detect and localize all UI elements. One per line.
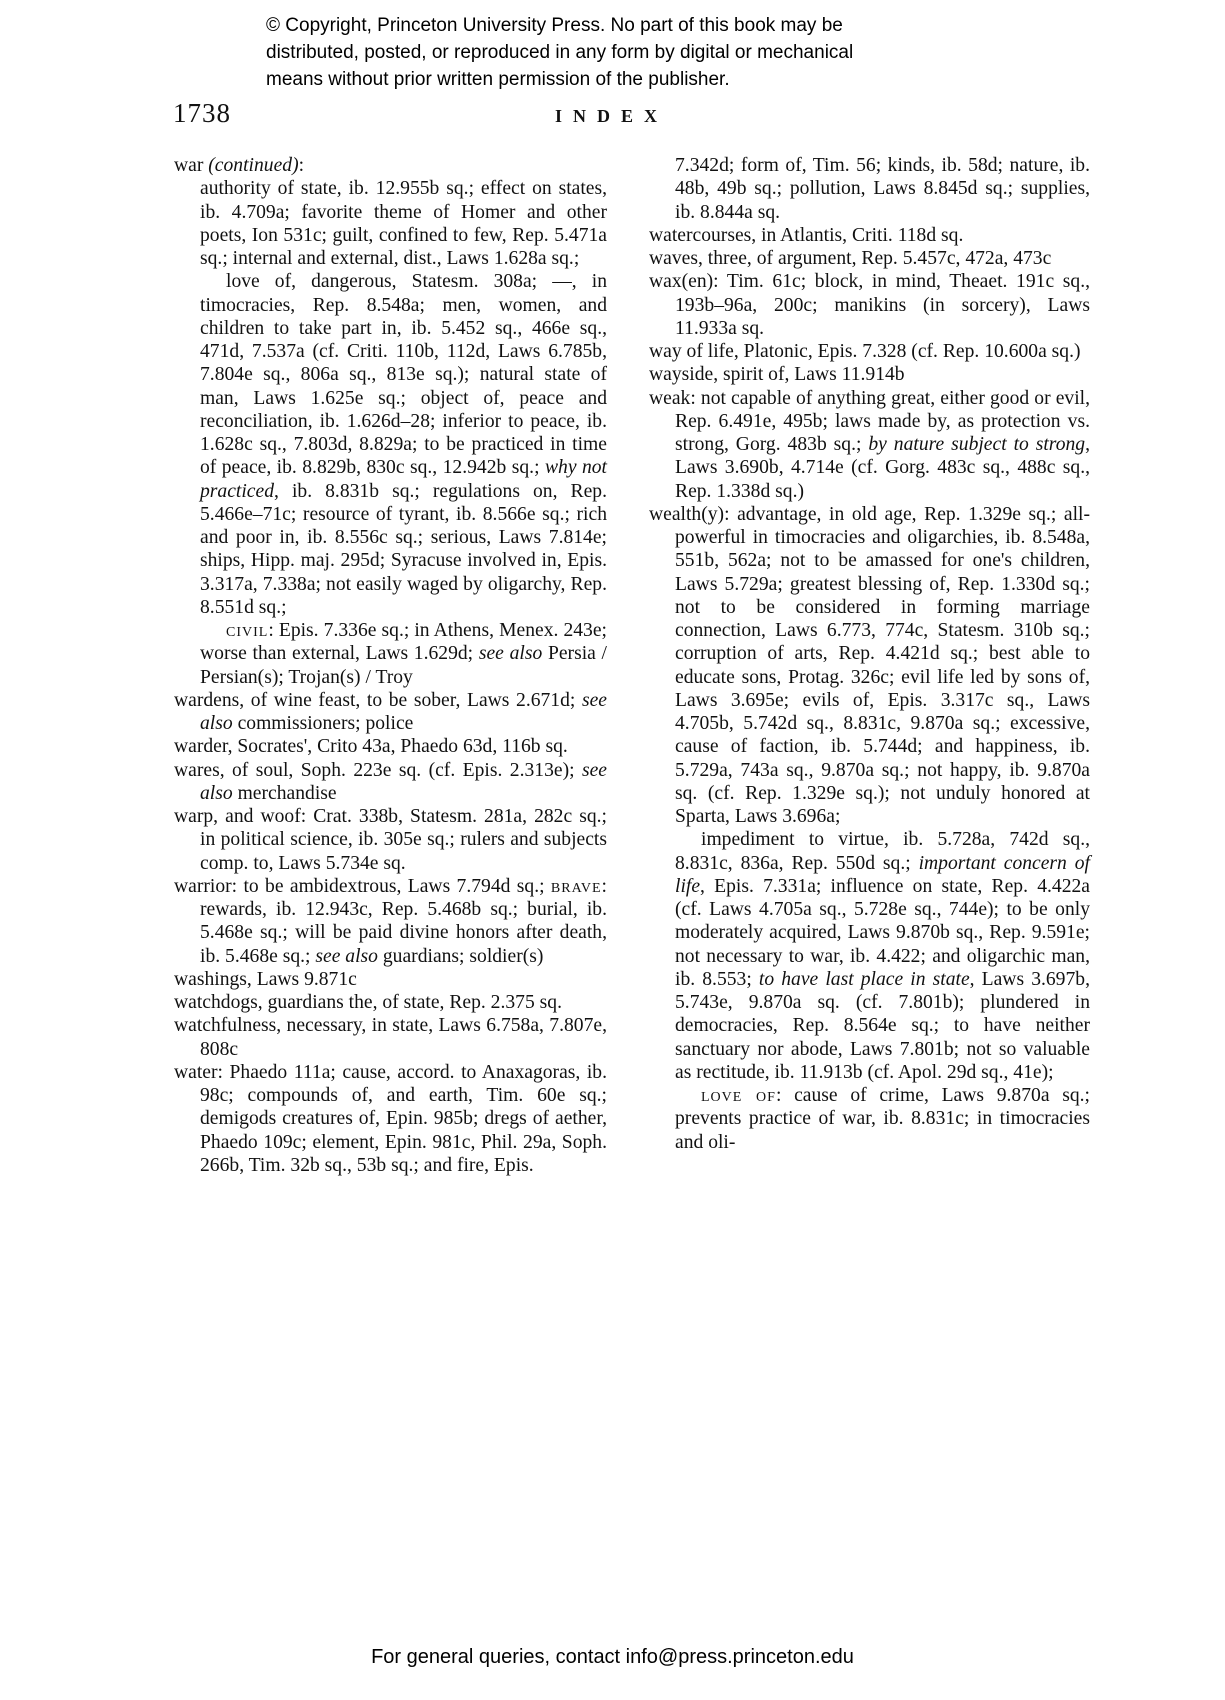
index-entry-wax: wax(en): Tim. 61c; block, in mind, Theaet. 191c sq., 193b–96a, 200c; manikins (in sorcery), Laws 11.933a sq. [649,271,1090,339]
entry-text: : rewards, ib. 12.943c, Rep. 5.468b sq.; burial, ib. 5.468e sq.; will be paid divine honors after death, ib. 5.468e sq.; [200,875,607,967]
index-entry-war-body-2 [174,270,607,619]
index-column-left [174,154,607,1177]
copyright-line-2: distributed, posted, or reproduced in any form by digital or mechanical [266,42,854,63]
continued-note: (continued) [208,155,299,176]
copyright-line-3: means without prior written permission of the publisher. [266,69,730,90]
index-entry-way-of-life: way of life, Platonic, Epis. 7.328 (cf. Rep. 10.600a sq.) [649,341,1081,362]
index-entry-wealth-body-2 [649,828,1090,1084]
entry-text: weak: not capable of anything great, either good or evil, Rep. 6.491e, 495b; laws made by, as protection vs. strong, Gorg. 483b sq.; [649,387,1090,455]
page-number: 1738 [173,98,231,128]
entry-text: commissioners; police [232,713,414,734]
entry-text: , Laws 3.690b, 4.714e (cf. Gorg. 483c sq., 488c sq., Rep. 1.338d sq.) [675,434,1091,502]
entry-text: , Epis. 7.331a; influence on state, Rep. 4.422a (cf. Laws 4.705a sq., 5.728e sq., 744e); to be only moderately acquired, Laws 9.870b sq., Rep. 9.591e; not necessary to war, ib. 4.422; and oligarchic man, ib. 8.553; [675,875,1090,990]
entry-text: merchandise [232,782,337,804]
index-entry-war-body-1: authority of state, ib. 12.955b sq.; effect on states, ib. 4.709a; favorite theme of Homer and other poets, Ion 531c; guilt, confined to few, Rep. 5.471a sq.; internal and external, dist., Laws 1.628a sq.; [200,178,607,269]
index-entry-warrior [174,875,607,968]
entry-text: warrior: to be ambidextrous, Laws 7.794d sq.; [174,875,545,897]
index-entry-weak [649,387,1090,503]
entry-text: guardians; soldier(s) [377,945,544,967]
entry-text: , ib. 8.831b sq.; regulations on, Rep. 5.466e–71c; resource of tyrant, ib. 8.566e sq.; rich and poor in, ib. 8.556c sq.; serious, Laws 7.814e; ships, Hipp. maj. 295d; Syracuse involved in, Epis. 3.317a, 7.338a; not easily waged by oligarchy, Rep. 8.551d sq.; [200,480,607,618]
index-entry-water-continued: 7.342d; form of, Tim. 56; kinds, ib. 58d; nature, ib. 48b, 49b sq.; pollution, Laws 8.845d sq.; supplies, ib. 8.844a sq. [675,155,1090,223]
see-also: see also [315,945,378,967]
index-entry-warder: warder, Socrates', Crito 43a, Phaedo 63d, 116b sq. [174,736,568,758]
entry-text: wares, of soul, Soph. 223e sq. (cf. Epis. 2.313e); [174,759,575,781]
entry-colon: : [298,155,305,176]
subentry-label-civil: civil [226,620,269,641]
see-also: see also [200,759,607,804]
index-entry-waves: waves, three, of argument, Rep. 5.457c, 472a, 473c [649,248,1052,269]
index-entry-watchfulness: watchfulness, necessary, in state, Laws 6.758a, 7.807e, 808c [174,1015,607,1060]
subentry-label-love-of: love of [701,1085,776,1106]
index-entry-wayside: wayside, spirit of, Laws 11.914b [649,364,905,386]
entry-text: : cause of crime, Laws 9.870a sq.; prevents practice of war, ib. 8.831c; in timocracies and oli- [675,1085,1090,1153]
footer-contact: For general queries, contact info@press.princeton.edu [371,1646,854,1668]
entry-text-italic: why not practiced [200,457,608,502]
entry-text: Persia / Persian(s); Trojan(s) / Troy [200,643,607,688]
entry-text: : Epis. 7.336e sq.; in Athens, Menex. 243e; worse than external, Laws 1.629d; [200,620,607,665]
entry-text-italic: important concern of life [675,852,1090,897]
index-entry-war [174,154,607,177]
index-column-right [649,154,1090,1154]
index-entry-water: water: Phaedo 111a; cause, accord. to Anaxagoras, ib. 98c; compounds of, and earth, Tim. 60e sq.; demigods creatures of, Epin. 985b; dregs of aether, Phaedo 109c; element, Epin. 981c, Phil. 29a, Soph. 266b, Tim. 32b sq., 53b sq.; and fire, Epis. [174,1061,607,1176]
entry-text: wardens, of wine feast, to be sober, Laws 2.671d; [174,689,576,711]
entry-text-italic: to have last place in state [758,968,970,990]
index-entry-wealth: wealth(y): advantage, in old age, Rep. 1.329e sq.; all-powerful in timocracies and oligarchies, ib. 8.548a, 551b, 562a; not to be amassed for one's children, Laws 5.729a; greatest blessing of, Rep. 1.330d sq.; not to be considered in forming marriage connection, Laws 6.773, 774c, Statesm. 310b sq.; corruption of arts, Rep. 4.421d sq.; best able to educate sons, Protag. 326c; evil life led by sons of, Laws 3.695e; evils of, Epis. 3.317c sq., Laws 4.705b, 5.742d sq., 8.831c, 9.870a sq.; excessive, cause of faction, ib. 5.744d; and happiness, ib. 5.729a, 743a sq., 9.870a sq.; not happy, ib. 9.870a sq. (cf. Rep. 1.329e sq.); not unduly honored at Sparta, Laws 3.696a; [649,503,1090,827]
index-subentry-love-of [649,1084,1090,1154]
index-subentry-civil [174,619,607,689]
entry-text: impediment to virtue, ib. 5.728a, 742d sq., 8.831c, 836a, Rep. 550d sq.; [675,829,1090,874]
running-head: INDEX [555,106,669,126]
see-also: see also [200,689,607,734]
index-entry-watercourses: watercourses, in Atlantis, Criti. 118d sq. [649,224,964,246]
index-entry-watchdogs: watchdogs, guardians the, of state, Rep. 2.375 sq. [174,992,562,1013]
index-entry-washings: washings, Laws 9.871c [174,968,357,990]
subentry-label-brave: brave [550,875,602,897]
copyright-notice [266,12,986,93]
index-entry-wares [174,759,607,806]
copyright-line-1: © Copyright, Princeton University Press. No part of this book may be [266,15,843,36]
see-also: see also [478,643,543,665]
entry-text: love of, dangerous, Statesm. 308a; —, in timocracies, Rep. 8.548a; men, women, and children to take part in, ib. 5.452 sq., 466e sq., 471d, 7.537a (cf. Criti. 110b, 112d, Laws 6.785b, 7.804e sq., 806a sq., 813e sq.); natural state of man, Laws 1.625e sq.; object of, peace and reconciliation, ib. 1.626d–28; inferior to peace, ib. 1.628c sq., 7.803d, 8.829a; to be practiced in time of peace, ib. 8.829b, 830c sq., 12.942b sq.; [200,271,607,479]
entry-headword: war [174,155,204,176]
entry-text-italic: by nature subject to strong [868,434,1086,455]
entry-text: , Laws 3.697b, 5.743e, 9.870a sq. (cf. 7.801b); plundered in democracies, Rep. 8.564e sq.; to have neither sanctuary nor abode, Laws 7.801b; not so valuable as rectitude, ib. 11.913b (cf. Apol. 29d sq., 41e); [675,968,1090,1083]
index-entry-warp: warp, and woof: Crat. 338b, Statesm. 281a, 282c sq.; in political science, ib. 305e sq.; rulers and subjects comp. to, Laws 5.734e sq. [174,806,607,874]
index-entry-wardens [174,689,607,736]
